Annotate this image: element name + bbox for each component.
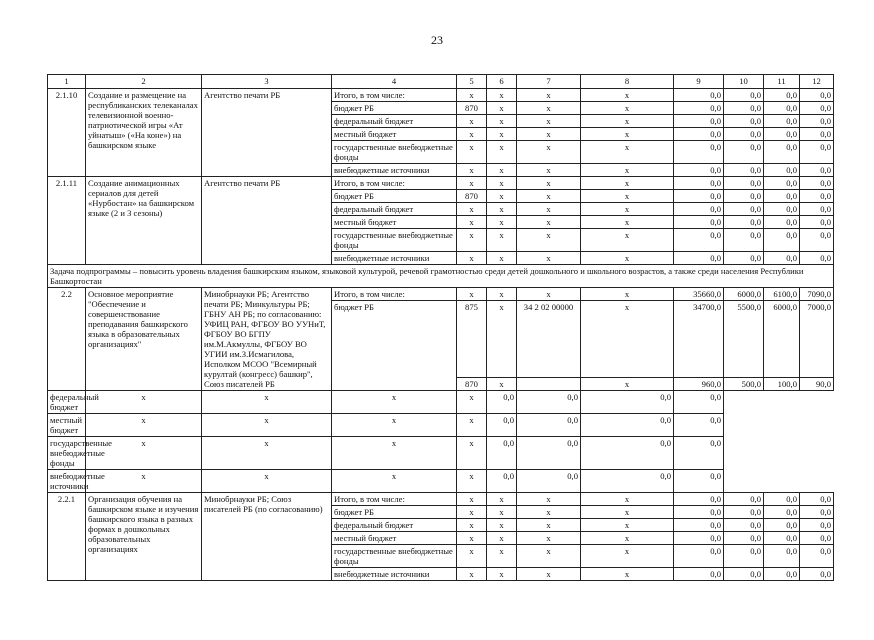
cell-10: 0,0 [724, 519, 764, 532]
cell-6: х [487, 532, 517, 545]
cell-6: х [487, 203, 517, 216]
cell-6: х [202, 437, 332, 470]
source-label: внебюджетные источники [332, 164, 457, 177]
item-executor: Минобрнауки РБ; Агентство печати РБ; Минкультуры РБ; ГБНУ АН РБ; по согласованию: УФИЦ РАН, ФГБОУ ВО УУНиТ, ФГБОУ ВО БГПУ им.М.Акмуллы, ФГБОУ ВО УГИИ им.З.Исмагилова, Исполком МСОО "Всемирный курултай (конгресс) башкир", Союз писателей РБ [202, 288, 332, 391]
section-2-2 [48, 288, 834, 391]
cell-12: 0,0 [800, 216, 834, 229]
item-name: Основное мероприятие "Обеспечение и совершенствование преподавания башкирского языка в образовательных организациях" [86, 288, 202, 391]
cell-11: 0,0 [581, 437, 674, 470]
cell-12: 0,0 [800, 164, 834, 177]
cell-5: х [457, 288, 487, 301]
cell-7 [517, 378, 581, 391]
cell-11: 0,0 [581, 470, 674, 493]
cell-10: 0,0 [724, 177, 764, 190]
header-row [48, 75, 834, 89]
cell-12: 90,0 [800, 378, 834, 391]
cell-8: х [581, 216, 674, 229]
source-label: бюджет РБ [332, 102, 457, 115]
cell-5: х [457, 128, 487, 141]
cell-5: х [457, 493, 487, 506]
header-cell: 11 [764, 75, 800, 89]
header-cell: 3 [202, 75, 332, 89]
cell-7: х [517, 190, 581, 203]
cell-9: 0,0 [674, 115, 724, 128]
table-row [48, 288, 834, 301]
cell-5: х [457, 568, 487, 581]
section-2-2-rest [48, 391, 834, 493]
cell-6: х [487, 506, 517, 519]
cell-10: 0,0 [724, 102, 764, 115]
cell-8: х [581, 532, 674, 545]
cell-10: 0,0 [724, 115, 764, 128]
cell-6: х [487, 128, 517, 141]
cell-5: х [86, 414, 202, 437]
source-label: федеральный бюджет [48, 391, 86, 414]
cell-6: х [487, 141, 517, 164]
cell-5: х [457, 229, 487, 252]
cell-11: 0,0 [764, 89, 800, 102]
cell-5: х [86, 437, 202, 470]
cell-8: х [581, 190, 674, 203]
header-cell: 5 [457, 75, 487, 89]
header-cell: 9 [674, 75, 724, 89]
cell-11: 6100,0 [764, 288, 800, 301]
cell-11: 0,0 [764, 532, 800, 545]
item-executor: Агентство печати РБ [202, 177, 332, 265]
cell-8: х [581, 545, 674, 568]
cell-10: 5500,0 [724, 301, 764, 378]
cell-5: х [457, 141, 487, 164]
cell-12: 0,0 [800, 532, 834, 545]
cell-11: 0,0 [764, 545, 800, 568]
cell-7: х [517, 89, 581, 102]
cell-7: х [517, 506, 581, 519]
cell-9: 0,0 [674, 216, 724, 229]
cell-12: 0,0 [800, 177, 834, 190]
header-cell: 1 [48, 75, 86, 89]
source-label: федеральный бюджет [332, 203, 457, 216]
cell-8: х [457, 470, 487, 493]
cell-11: 6000,0 [764, 301, 800, 378]
cell-6: х [487, 301, 517, 378]
cell-12: 0,0 [800, 506, 834, 519]
cell-7: х [517, 203, 581, 216]
source-label: бюджет РБ [332, 190, 457, 203]
cell-8: х [581, 378, 674, 391]
cell-5: х [457, 519, 487, 532]
item-name: Организация обучения на башкирском языке и изучения башкирского языка в разных формах в дошкольных образовательных организациях [86, 493, 202, 581]
cell-12: 0,0 [800, 190, 834, 203]
item-number: 2.2 [48, 288, 86, 391]
header-cell: 7 [517, 75, 581, 89]
cell-12: 0,0 [800, 545, 834, 568]
cell-9: 0,0 [674, 203, 724, 216]
cell-9: 0,0 [674, 102, 724, 115]
cell-10: 6000,0 [724, 288, 764, 301]
cell-9: 0,0 [674, 493, 724, 506]
page-number: 23 [431, 33, 443, 47]
header-cell: 12 [800, 75, 834, 89]
source-label: Итого, в том числе: [332, 177, 457, 190]
cell-6: х [487, 115, 517, 128]
cell-6: х [487, 288, 517, 301]
cell-8: х [581, 519, 674, 532]
table-row [48, 437, 834, 470]
cell-5: 875 [457, 301, 487, 378]
cell-9: 0,0 [674, 532, 724, 545]
source-label: местный бюджет [48, 414, 86, 437]
cell-8: х [581, 115, 674, 128]
cell-10: 0,0 [517, 391, 581, 414]
cell-7: х [517, 177, 581, 190]
cell-12: 0,0 [800, 203, 834, 216]
header-cell: 10 [724, 75, 764, 89]
cell-8: х [581, 493, 674, 506]
cell-11: 0,0 [764, 229, 800, 252]
cell-7: х [517, 288, 581, 301]
cell-8: х [581, 506, 674, 519]
source-label: Итого, в том числе: [332, 493, 457, 506]
cell-6: х [202, 470, 332, 493]
cell-6: х [487, 164, 517, 177]
cell-7: х [332, 414, 457, 437]
cell-5: х [457, 89, 487, 102]
cell-6: х [487, 493, 517, 506]
cell-10: 0,0 [724, 141, 764, 164]
cell-7: х [517, 519, 581, 532]
cell-11: 0,0 [764, 164, 800, 177]
cell-8: х [457, 414, 487, 437]
cell-11: 0,0 [764, 141, 800, 164]
cell-9: 0,0 [674, 164, 724, 177]
cell-8: х [581, 252, 674, 265]
cell-5: 870 [457, 378, 487, 391]
item-name: Создание и размещение на республиканских телеканалах телевизионной военно-патриотической игры «Ат уйнатыш» («На коне») на башкирском языке [86, 89, 202, 177]
table-row [48, 493, 834, 506]
source-label: государственные внебюджетные фонды [332, 141, 457, 164]
cell-12: 0,0 [800, 519, 834, 532]
cell-11: 0,0 [764, 252, 800, 265]
cell-9: 34700,0 [674, 301, 724, 378]
cell-7: х [332, 470, 457, 493]
cell-11: 0,0 [764, 493, 800, 506]
cell-10: 0,0 [724, 89, 764, 102]
table-row [48, 89, 834, 102]
cell-7: х [517, 229, 581, 252]
cell-5: х [457, 115, 487, 128]
source-label: местный бюджет [332, 128, 457, 141]
cell-8: х [581, 301, 674, 378]
cell-9: 0,0 [674, 177, 724, 190]
cell-6: х [202, 391, 332, 414]
source-label: государственные внебюджетные фонды [332, 545, 457, 568]
cell-12: 0,0 [674, 470, 724, 493]
cell-6: х [487, 545, 517, 568]
cell-5: х [457, 164, 487, 177]
cell-12: 0,0 [800, 141, 834, 164]
cell-10: 0,0 [724, 493, 764, 506]
cell-12: 0,0 [800, 115, 834, 128]
cell-10: 0,0 [724, 545, 764, 568]
cell-7: х [517, 216, 581, 229]
cell-6: х [487, 378, 517, 391]
cell-7: х [517, 545, 581, 568]
cell-6: х [487, 177, 517, 190]
cell-11: 0,0 [764, 128, 800, 141]
cell-9: 35660,0 [674, 288, 724, 301]
cell-8: х [581, 203, 674, 216]
cell-10: 0,0 [724, 506, 764, 519]
table-row [48, 391, 834, 414]
cell-9: 0,0 [674, 568, 724, 581]
cell-9: 960,0 [674, 378, 724, 391]
cell-8: х [581, 288, 674, 301]
table-row [48, 414, 834, 437]
cell-6: х [202, 414, 332, 437]
cell-5: х [457, 545, 487, 568]
cell-12: 0,0 [674, 391, 724, 414]
source-label: государственные внебюджетные фонды [332, 229, 457, 252]
cell-7: х [517, 568, 581, 581]
cell-10: 0,0 [724, 164, 764, 177]
cell-8: х [457, 437, 487, 470]
cell-8: х [581, 102, 674, 115]
section-2-2-1 [48, 493, 834, 581]
cell-9: 0,0 [674, 229, 724, 252]
cell-12: 0,0 [800, 102, 834, 115]
item-name: Создание анимационных сериалов для детей «Нурбостан» на башкирском языке (2 и 3 сезоны) [86, 177, 202, 265]
source-label: федеральный бюджет [332, 519, 457, 532]
source-label: бюджет РБ [332, 506, 457, 519]
cell-8: х [457, 391, 487, 414]
cell-5: х [457, 216, 487, 229]
cell-9: 0,0 [487, 437, 517, 470]
cell-11: 0,0 [581, 414, 674, 437]
cell-9: 0,0 [674, 190, 724, 203]
cell-6: х [487, 229, 517, 252]
cell-7: х [517, 532, 581, 545]
task-row [48, 265, 834, 288]
source-label: внебюджетные источники [332, 252, 457, 265]
source-label: местный бюджет [332, 216, 457, 229]
cell-5: х [86, 391, 202, 414]
cell-10: 0,0 [724, 252, 764, 265]
cell-5: х [86, 470, 202, 493]
table-row [48, 470, 834, 493]
cell-11: 0,0 [764, 115, 800, 128]
section-2-1-10 [48, 89, 834, 177]
cell-6: х [487, 519, 517, 532]
source-label: Итого, в том числе: [332, 288, 457, 301]
cell-9: 0,0 [674, 128, 724, 141]
cell-8: х [581, 128, 674, 141]
cell-8: х [581, 89, 674, 102]
source-label: местный бюджет [332, 532, 457, 545]
source-label: внебюджетные источники [332, 568, 457, 581]
cell-10: 0,0 [724, 532, 764, 545]
cell-10: 500,0 [724, 378, 764, 391]
item-executor: Агентство печати РБ [202, 89, 332, 177]
cell-9: 0,0 [487, 470, 517, 493]
cell-10: 0,0 [724, 568, 764, 581]
cell-9: 0,0 [487, 391, 517, 414]
cell-8: х [581, 177, 674, 190]
source-label: Итого, в том числе: [332, 89, 457, 102]
cell-8: х [581, 568, 674, 581]
cell-7: х [517, 493, 581, 506]
cell-6: х [487, 102, 517, 115]
item-number: 2.1.11 [48, 177, 86, 265]
cell-12: 7090,0 [800, 288, 834, 301]
cell-10: 0,0 [724, 128, 764, 141]
cell-12: 0,0 [800, 89, 834, 102]
cell-11: 0,0 [764, 190, 800, 203]
header-cell: 2 [86, 75, 202, 89]
section-2-1-11 [48, 177, 834, 265]
cell-11: 0,0 [764, 216, 800, 229]
header-cell: 6 [487, 75, 517, 89]
cell-12: 0,0 [674, 414, 724, 437]
cell-5: 870 [457, 102, 487, 115]
cell-6: х [487, 216, 517, 229]
cell-8: х [581, 229, 674, 252]
cell-9: 0,0 [674, 141, 724, 164]
table-row [48, 177, 834, 190]
cell-9: 0,0 [674, 252, 724, 265]
source-label: внебюджетные источники [48, 470, 86, 493]
item-executor: Минобрнауки РБ; Союз писателей РБ (по согласованию) [202, 493, 332, 581]
cell-9: 0,0 [674, 545, 724, 568]
cell-6: х [487, 190, 517, 203]
cell-11: 0,0 [581, 391, 674, 414]
cell-12: 0,0 [800, 128, 834, 141]
cell-6: х [487, 89, 517, 102]
cell-11: 0,0 [764, 519, 800, 532]
cell-6: х [487, 568, 517, 581]
item-number: 2.2.1 [48, 493, 86, 581]
cell-10: 0,0 [724, 203, 764, 216]
cell-5: х [457, 252, 487, 265]
cell-11: 0,0 [764, 568, 800, 581]
cell-7: х [332, 391, 457, 414]
cell-10: 0,0 [517, 470, 581, 493]
cell-5: х [457, 532, 487, 545]
cell-10: 0,0 [724, 190, 764, 203]
cell-10: 0,0 [517, 437, 581, 470]
source-label: бюджет РБ [332, 301, 457, 391]
cell-12: 0,0 [800, 493, 834, 506]
cell-11: 0,0 [764, 102, 800, 115]
header-cell: 4 [332, 75, 457, 89]
cell-10: 0,0 [724, 229, 764, 252]
cell-7: х [517, 128, 581, 141]
cell-7: х [517, 252, 581, 265]
source-label: государственные внебюджетные фонды [48, 437, 86, 470]
cell-10: 0,0 [724, 216, 764, 229]
cell-5: х [457, 203, 487, 216]
task-text: Задача подпрограммы – повысить уровень владения башкирским языком, языковой культурой, речевой грамотностью среди детей дошкольного и школьного возрастов, а также среди населения Республики Башкортостан [48, 265, 834, 288]
cell-11: 0,0 [764, 177, 800, 190]
cell-12: 0,0 [800, 252, 834, 265]
program-table [47, 74, 834, 581]
cell-9: 0,0 [674, 89, 724, 102]
cell-8: х [581, 141, 674, 164]
cell-5: 870 [457, 190, 487, 203]
cell-7: х [517, 102, 581, 115]
cell-7: х [517, 115, 581, 128]
item-number: 2.1.10 [48, 89, 86, 177]
cell-7: х [332, 437, 457, 470]
cell-5: х [457, 177, 487, 190]
cell-9: 0,0 [487, 414, 517, 437]
cell-12: 0,0 [800, 229, 834, 252]
cell-12: 0,0 [800, 568, 834, 581]
cell-9: 0,0 [674, 519, 724, 532]
cell-7: х [517, 141, 581, 164]
cell-8: х [581, 164, 674, 177]
header-cell: 8 [581, 75, 674, 89]
cell-11: 100,0 [764, 378, 800, 391]
cell-10: 0,0 [517, 414, 581, 437]
cell-6: х [487, 252, 517, 265]
cell-7: 34 2 02 00000 [517, 301, 581, 378]
cell-9: 0,0 [674, 506, 724, 519]
cell-11: 0,0 [764, 203, 800, 216]
source-label: федеральный бюджет [332, 115, 457, 128]
cell-12: 0,0 [674, 437, 724, 470]
cell-12: 7000,0 [800, 301, 834, 378]
cell-5: х [457, 506, 487, 519]
cell-7: х [517, 164, 581, 177]
cell-11: 0,0 [764, 506, 800, 519]
